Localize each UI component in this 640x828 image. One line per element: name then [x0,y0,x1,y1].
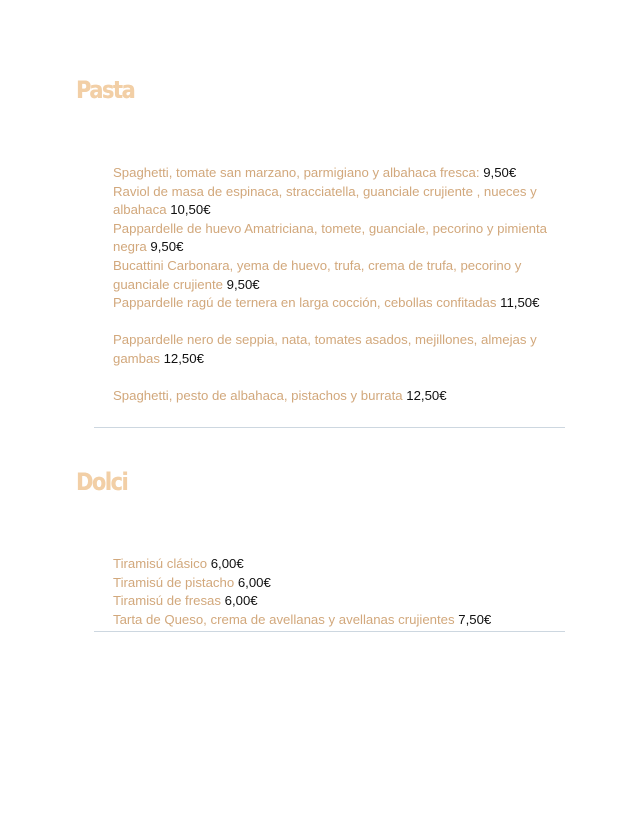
item-price: 10,50€ [170,202,211,218]
section-title-dolci: Dolci [76,468,128,496]
section-title-pasta: Pasta [76,76,135,104]
item-description: Bucattini Carbonara, yema de huevo, trufa, crema de trufa, pecorino y guanciale crujiente [113,257,522,292]
menu-item [113,611,565,630]
menu-item [113,257,565,294]
menu-item [113,574,565,593]
menu-item [113,294,565,313]
item-price: 9,50€ [483,165,517,180]
item-description: Tiramisú de fresas [113,593,225,609]
item-price: 6,00€ [210,556,244,571]
menu-item [113,183,565,220]
item-description: Spaghetti, pesto de albahaca, pistachos y burrata [113,388,407,404]
item-description: Tiramisú clásico [113,556,211,571]
item-price: 9,50€ [226,276,260,292]
pasta-menu-list [113,164,565,406]
item-description: Tiramisú de pistacho [113,574,238,590]
item-description: Tarta de Queso, crema de avellanas y avellanas crujientes [113,611,459,627]
item-price: 6,00€ [224,593,258,609]
dolci-menu-list [113,555,565,629]
item-description: Raviol de masa de espinaca, stracciatella, guanciale crujiente , nueces y albahaca [113,183,537,218]
item-price: 9,50€ [150,239,184,255]
item-price: 12,50€ [406,388,447,404]
item-description: Pappardelle ragú de ternera en larga cocción, cebollas confitadas [113,295,501,311]
menu-item [113,164,565,183]
menu-item [113,555,565,574]
item-price: 11,50€ [500,295,540,311]
menu-item [113,592,565,611]
menu-item [113,331,565,368]
section-divider-dolci [94,631,565,632]
menu-item [113,387,565,406]
section-divider-pasta [94,427,565,428]
menu-item [113,220,565,257]
item-price: 12,50€ [163,350,204,366]
item-description: Pappardelle nero de seppia, nata, tomates asados, mejillones, almejas y gambas [113,332,537,366]
item-price: 6,00€ [237,574,271,590]
item-description: Spaghetti, tomate san marzano, parmigiano y albahaca fresca: [113,165,484,180]
item-price: 7,50€ [458,611,492,627]
item-description: Pappardelle de huevo Amatriciana, tomete, guanciale, pecorino y pimienta negra [113,220,547,255]
